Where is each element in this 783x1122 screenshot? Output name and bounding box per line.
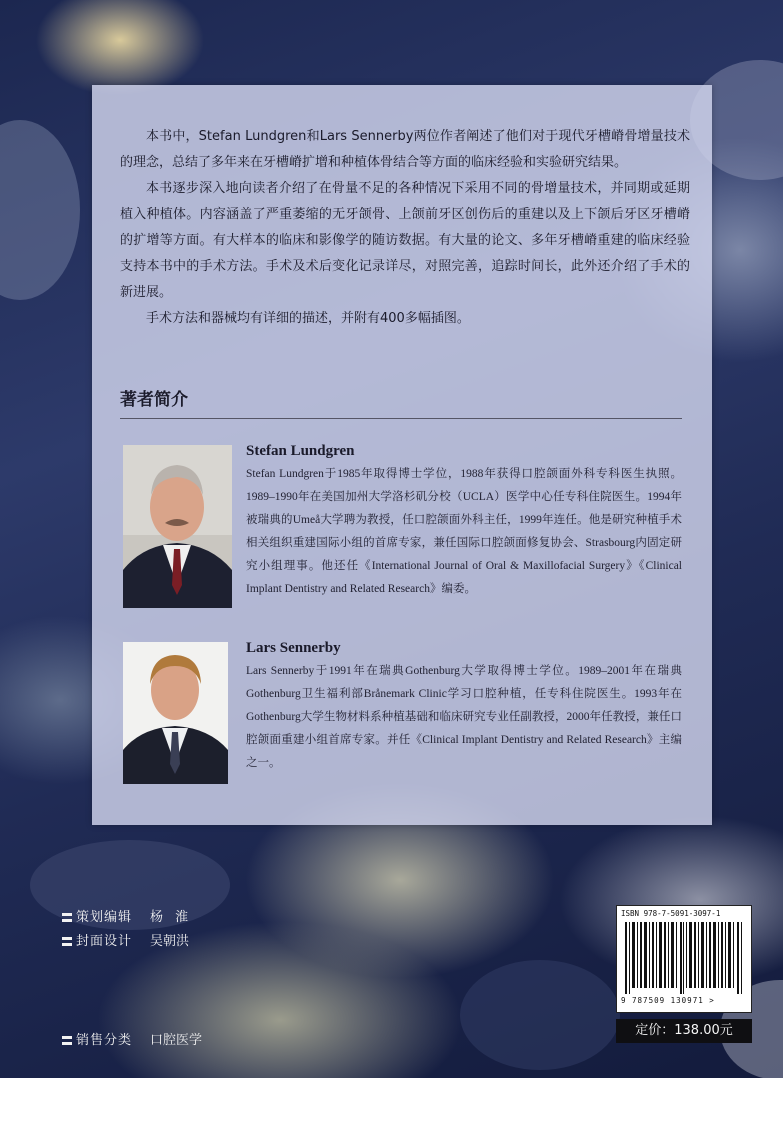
author-photo-sennerby [123, 642, 228, 784]
author-name: Stefan Lundgren [246, 443, 355, 459]
description-paragraph: 本书中，Stefan Lundgren和Lars Sennerby两位作者阐述了他们对于现代牙槽嵴骨增量技术的理念，总结了多年来在牙槽嵴扩增和种植体骨结合等方面的临床经验和实验研究结果。 [120, 129, 690, 170]
credit-editor [62, 906, 192, 925]
credit-person: 口腔医学 [150, 1033, 203, 1048]
isbn-text: ISBN 978-7-5091-3097-1 [621, 909, 721, 918]
credit-cover-design [62, 930, 189, 949]
barcode-bars [625, 922, 743, 994]
description-paragraph: 手术方法和器械均有详细的描述，并附有400多幅插图。 [146, 311, 470, 326]
author-bio: Stefan Lundgren于1985年取得博士学位，1988年获得口腔颌面外科专科医生执照。1989–1990年在美国加州大学洛杉矶分校（UCLA）医学中心任专科住院医生。1994年被瑞典的Umeå大学聘为教授，任口腔颌面外科主任，1999年连任。他是研究种植手术相关组织重建国际小组的首席专家，兼任国际口腔颌面修复协会、Strasbourg内固定研究小组理事。他还任《International Journal of Oral & Maxillofacial Surgery》《Clinical Implant Dentistry and Related Research》编委。 [246, 468, 682, 595]
credit-marker-icon [62, 937, 72, 946]
barcode-number: 9 787509 130971 > [621, 996, 715, 1005]
author-photo-lundgren [123, 445, 232, 608]
credit-person: 吴朝洪 [150, 934, 190, 949]
price-label: 定价：138.00元 [616, 1019, 752, 1043]
credit-role: 销售分类 [76, 1033, 133, 1048]
texture-blob [460, 960, 620, 1070]
section-divider [120, 418, 682, 419]
texture-blob [0, 120, 80, 300]
description-paragraph: 本书逐步深入地向读者介绍了在骨量不足的各种情况下采用不同的骨增量技术，并同期或延期植入种植体。内容涵盖了严重萎缩的无牙颌骨、上颌前牙区创伤后的重建以及上下颌后牙区牙槽嵴的扩增等方面。有大样本的临床和影像学的随访数据。有大量的论文、多年牙槽嵴重建的临床经验支持本书中的手术方法。手术及术后变化记录详尽，对照完善，追踪时间长，此外还介绍了手术的新进展。 [120, 181, 690, 300]
authors-section-title: 著者简介 [120, 390, 188, 410]
credit-marker-icon [62, 913, 72, 922]
book-description [120, 124, 690, 332]
credit-role: 封面设计 [76, 934, 133, 949]
credit-sales-category [62, 1029, 202, 1048]
author-name: Lars Sennerby [246, 640, 341, 656]
credit-marker-icon [62, 1036, 72, 1045]
author-bio: Lars Sennerby于1991年在瑞典Gothenburg大学取得博士学位。1989–2001年在瑞典Gothenburg卫生福利部Brånemark Clinic学习口腔种植，任专科住院医生。1993年在Gothenburg大学生物材料系种植基础和临床研究专业任副教授，2000年任教授，兼任口腔颌面重建小组首席专家。并任《Clinical Implant Dentistry and Related Research》主编之一。 [246, 665, 682, 769]
credit-person: 杨 淮 [150, 910, 193, 925]
isbn-barcode [616, 905, 752, 1013]
credit-role: 策划编辑 [76, 910, 133, 925]
